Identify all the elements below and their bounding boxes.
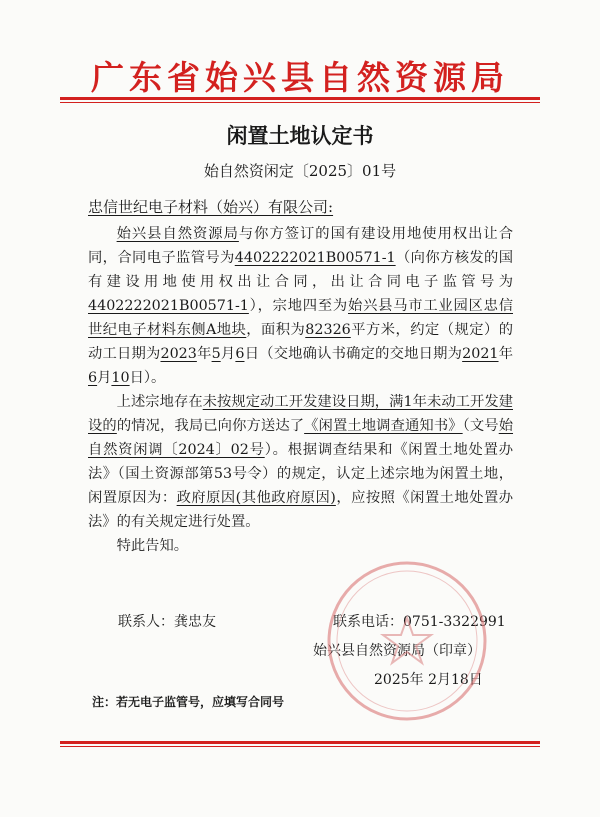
text: 年 — [498, 346, 514, 362]
text: ，应按照《闲置土地处置办法》的有关规定进行处置。 — [88, 490, 514, 530]
document-title: 闲置土地认定书 — [226, 123, 374, 148]
paragraph-2 — [88, 390, 513, 534]
text: 与你方签订的国有建设用地使用权出让合同，合同电子监管号为 — [88, 226, 514, 266]
area-value: 82326 — [305, 322, 351, 338]
letterhead-rule — [60, 97, 540, 100]
idle-reason: 政府原因(其他政府原因) — [176, 490, 336, 506]
delivery-year: 2021 — [462, 346, 499, 362]
text: 年 — [196, 346, 212, 362]
issuer: 始兴县自然资源局（印章） — [313, 643, 481, 659]
text: 平方米，约定（规定）的动工日期为 — [88, 322, 514, 362]
document-number: 始自然资闲定〔2025〕01号 — [203, 162, 397, 180]
footnote: 注：若无电子监管号，应填写合同号 — [92, 695, 285, 709]
closing: 特此告知。 — [116, 538, 189, 554]
text: 月 — [97, 370, 112, 386]
text: ）。根据调查结果和《闲置土地处置办法》（国土资源部第53号令）的规定，认定上述宗地为闲置土地，闲置原因为： — [88, 442, 513, 506]
contact-person: 联系人：龚忠友 — [118, 614, 216, 630]
bureau-name: 始兴县自然资源局 — [116, 226, 239, 242]
delivery-month: 6 — [88, 370, 98, 386]
addressee: 忠信世纪电子材料（始兴）有限公司: — [88, 198, 334, 216]
footer-rule-thin — [60, 746, 540, 747]
text: 的情况，我局已向你方送达了 — [116, 418, 305, 434]
notice-name: 《闲置土地调查通知书》 — [304, 418, 463, 434]
paragraph-1 — [88, 222, 513, 390]
official-seal-icon — [322, 556, 492, 726]
contact-phone: 联系电话：0751-3322991 — [333, 614, 506, 630]
idle-situation: 未按规定动工开发建设日期，满1年未动工开发建设的 — [88, 394, 513, 434]
document-body — [88, 222, 513, 558]
org-letterhead: 广东省始兴县自然资源局 — [91, 58, 509, 97]
text: （向你方核发的国有建设用地使用权出让合同，出让合同电子监管号为 — [88, 250, 514, 290]
start-day: 6 — [235, 346, 245, 362]
text: ，面积为 — [246, 322, 306, 338]
supervision-number: 4402222021B00571-1 — [234, 250, 396, 266]
issue-date: 2025年 2月18日 — [374, 672, 483, 688]
parcel-boundary: 始兴县马市工业园区忠信世纪电子材料东侧A地块 — [88, 298, 513, 338]
text: 上述宗地存在 — [116, 394, 203, 410]
text: （文号 — [462, 418, 499, 434]
text: 日（交地确认书确定的交地日期为 — [244, 346, 463, 362]
start-year: 2023 — [160, 346, 197, 362]
footer-rule — [60, 741, 540, 744]
supervision-number-2: 4402222021B00571-1 — [88, 298, 249, 314]
letterhead-rule-thin — [60, 102, 540, 103]
delivery-day: 10 — [111, 370, 130, 386]
start-month: 5 — [211, 346, 221, 362]
notice-number: 始自然资闲调〔2024〕02号 — [88, 418, 514, 458]
text: ），宗地四至为 — [248, 298, 348, 314]
text: 月 — [220, 346, 236, 362]
text: 日）。 — [129, 370, 166, 386]
